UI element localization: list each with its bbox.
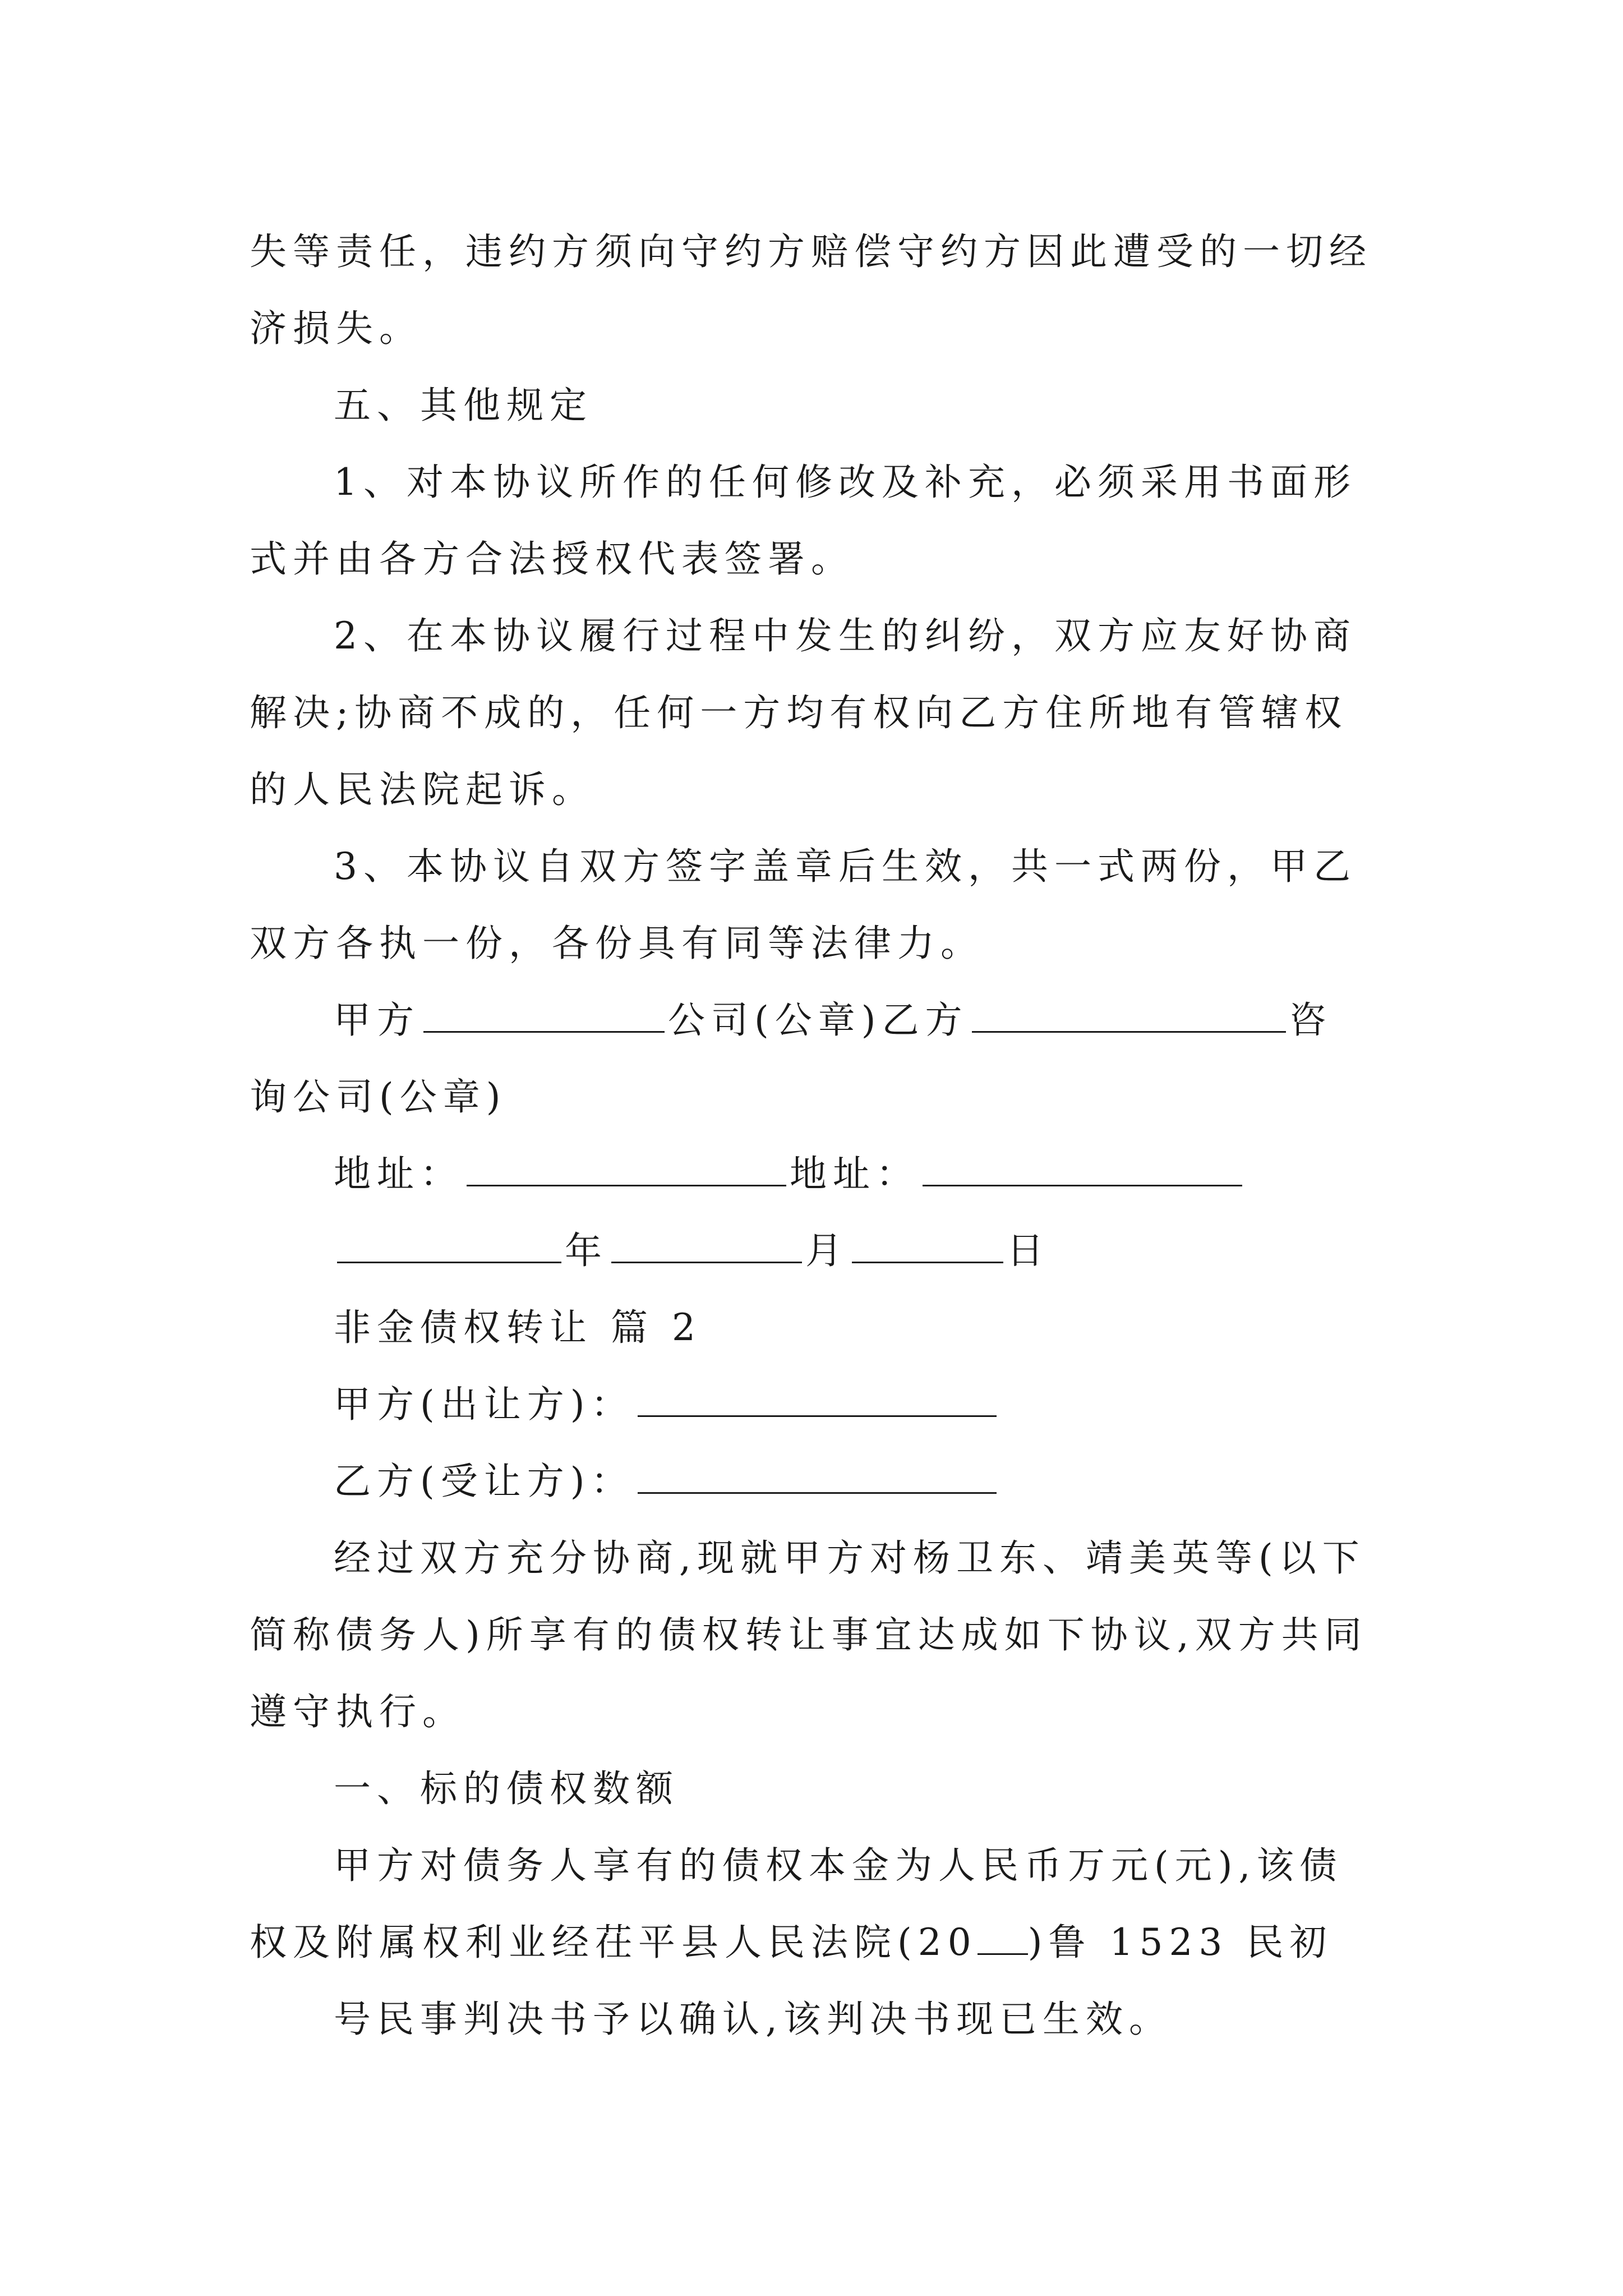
signature-tail: 咨 bbox=[1289, 999, 1332, 1042]
month-label: 月 bbox=[805, 1229, 849, 1272]
text-line: 双方各执一份，各份具有同等法律力。 bbox=[250, 922, 984, 965]
party-b-blank bbox=[972, 995, 1286, 1033]
section-heading-claim-amount bbox=[250, 1750, 1377, 1827]
heading-text: 非金债权转让 篇 2 bbox=[334, 1306, 702, 1349]
section-heading-other-provisions bbox=[250, 367, 1377, 444]
text-line: 济损失。 bbox=[250, 307, 422, 350]
year-label: 年 bbox=[565, 1229, 608, 1272]
text-line: 号民事判决书予以确认,该判决书现已生效。 bbox=[334, 1998, 1172, 2041]
party-a-transferor-label: 甲方(出让方)： bbox=[334, 1383, 634, 1426]
paragraph-liability bbox=[250, 213, 1377, 367]
text-line: 简称债务人)所享有的债权转让事宜达成如下协议,双方共同 bbox=[250, 1613, 1368, 1657]
address-line bbox=[250, 1135, 1377, 1212]
party-a-field bbox=[250, 1366, 1377, 1443]
month-blank bbox=[611, 1226, 802, 1263]
text-line: 遵守执行。 bbox=[250, 1690, 465, 1733]
heading-text: 五、其他规定 bbox=[334, 384, 593, 427]
party-a-label: 甲方 bbox=[334, 999, 420, 1042]
address-label-b: 地址： bbox=[790, 1152, 919, 1195]
claim-amount-paragraph bbox=[250, 1827, 1377, 2058]
date-block bbox=[250, 1212, 1377, 1289]
party-a-name-blank bbox=[638, 1379, 997, 1417]
clause-2 bbox=[250, 597, 1377, 828]
case-year-blank bbox=[978, 1920, 1028, 1955]
part-2-title bbox=[250, 1289, 1377, 1366]
address-a-blank bbox=[467, 1149, 786, 1186]
party-b-field bbox=[250, 1443, 1377, 1520]
text-line: 的人民法院起诉。 bbox=[250, 768, 595, 811]
text-line: 式并由各方合法授权代表签署。 bbox=[250, 537, 854, 581]
heading-text: 一、标的债权数额 bbox=[334, 1767, 679, 1810]
party-line bbox=[250, 1366, 1377, 1443]
party-b-name-blank bbox=[638, 1456, 997, 1494]
case-number-text: )鲁 1523 民初 bbox=[1027, 1921, 1333, 1964]
year-blank bbox=[337, 1226, 561, 1263]
court-text: 权及附属权利业经茌平县人民法院(20 bbox=[250, 1921, 978, 1964]
party-a-blank bbox=[423, 995, 665, 1033]
party-b-transferee-label: 乙方(受让方)： bbox=[334, 1460, 634, 1503]
intro-paragraph bbox=[250, 1520, 1377, 1750]
text-line: 解决;协商不成的，任何一方均有权向乙方住所地有管辖权 bbox=[250, 691, 1348, 734]
address-label-a: 地址： bbox=[334, 1152, 463, 1195]
text-line: 1、对本协议所作的任何修改及补充，必须采用书面形 bbox=[334, 461, 1357, 504]
document-body bbox=[250, 213, 1377, 2058]
text-line: 3、本协议自双方签字盖章后生效，共一式两份，甲乙 bbox=[334, 845, 1357, 888]
party-line bbox=[250, 1443, 1377, 1520]
signature-block bbox=[250, 982, 1377, 1135]
date-line bbox=[250, 1212, 1377, 1289]
address-b-blank bbox=[923, 1149, 1242, 1186]
day-blank bbox=[852, 1226, 1003, 1263]
company-seal-label: 公司(公章)乙方 bbox=[668, 999, 969, 1042]
day-label: 日 bbox=[1007, 1229, 1050, 1272]
text-line: 2、在本协议履行过程中发生的纠纷，双方应友好协商 bbox=[334, 614, 1357, 657]
clause-1 bbox=[250, 444, 1377, 597]
address-block bbox=[250, 1135, 1377, 1212]
text-line: 询公司(公章) bbox=[250, 1075, 507, 1119]
text-line: 甲方对债务人享有的债权本金为人民币万元(元),该债 bbox=[334, 1844, 1343, 1887]
signature-line bbox=[250, 982, 1377, 1059]
text-line: 失等责任，违约方须向守约方赔偿守约方因此遭受的一切经 bbox=[250, 230, 1372, 273]
clause-3 bbox=[250, 828, 1377, 982]
text-line: 经过双方充分协商,现就甲方对杨卫东、靖美英等(以下 bbox=[334, 1536, 1366, 1580]
text-line bbox=[250, 1904, 1377, 1981]
